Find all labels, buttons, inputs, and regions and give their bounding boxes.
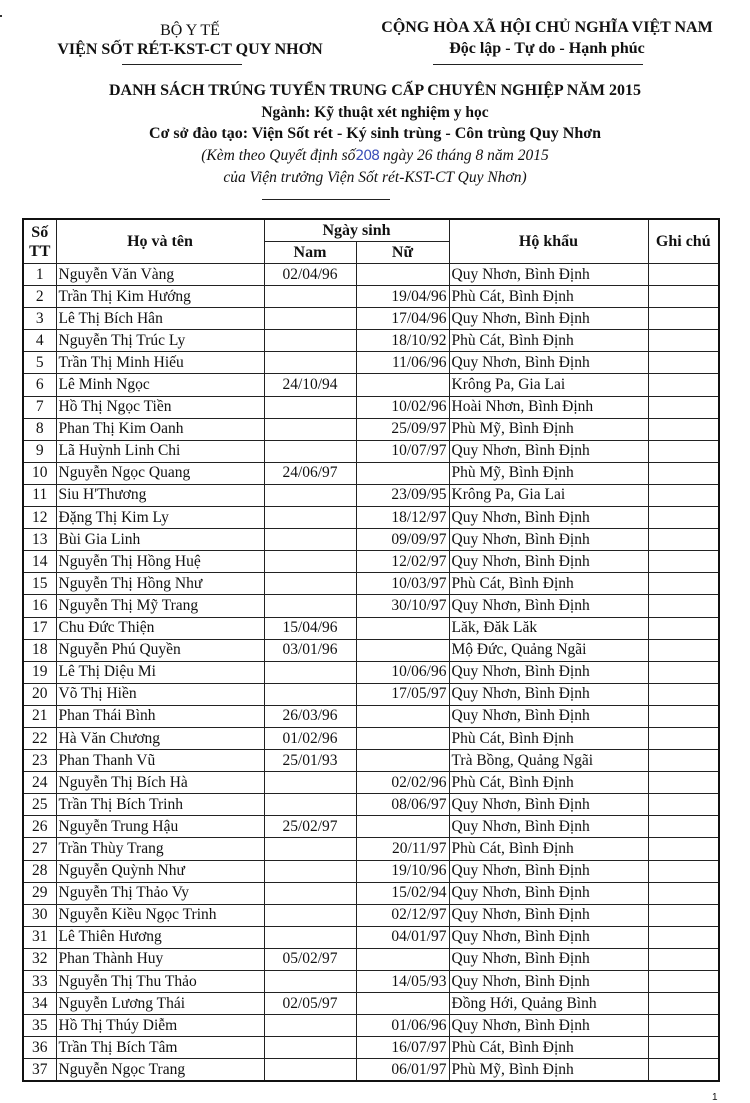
dob-female: 02/02/96 [356,772,449,794]
residence: Lăk, Đăk Lăk [449,617,648,639]
residence: Quy Nhơn, Bình Định [449,1015,648,1037]
residence: Quy Nhơn, Bình Định [449,971,648,993]
note [648,308,719,330]
note [648,727,719,749]
row-number: 31 [23,926,56,948]
table-row [23,418,719,440]
residence: Phù Cát, Bình Định [449,772,648,794]
row-number: 2 [23,286,56,308]
dob-female [356,705,449,727]
dob-female: 15/02/94 [356,882,449,904]
dob-male [264,573,356,595]
student-name: Võ Thị Hiền [56,683,264,705]
row-number: 8 [23,418,56,440]
dob-female: 17/04/96 [356,308,449,330]
residence: Quy Nhơn, Bình Định [449,595,648,617]
table-row [23,573,719,595]
student-name: Trần Thị Bích Trinh [56,794,264,816]
residence: Quy Nhơn, Bình Định [449,352,648,374]
student-name: Siu H'Thương [56,484,264,506]
dob-female: 10/02/96 [356,396,449,418]
row-number: 4 [23,330,56,352]
note [648,948,719,970]
table-row [23,440,719,462]
table-row [23,838,719,860]
dob-male: 02/05/97 [264,993,356,1015]
dob-male [264,440,356,462]
note [648,396,719,418]
student-name: Nguyễn Phú Quyền [56,639,264,661]
row-number: 26 [23,816,56,838]
table-row [23,529,719,551]
row-number: 19 [23,661,56,683]
row-number: 14 [23,551,56,573]
note [648,617,719,639]
row-number: 36 [23,1037,56,1059]
decision-prefix: (Kèm theo Quyết định số [201,147,356,164]
student-name: Nguyễn Trung Hậu [56,816,264,838]
row-number: 7 [23,396,56,418]
table-row [23,948,719,970]
residence: Phù Cát, Bình Định [449,573,648,595]
national-motto: Độc lập - Tự do - Hạnh phúc [449,40,645,57]
note [648,904,719,926]
table-row [23,639,719,661]
row-number: 12 [23,507,56,529]
note [648,794,719,816]
decision-date: ngày 26 tháng 8 năm 2015 [379,147,549,164]
table-row [23,794,719,816]
note [648,926,719,948]
table-row [23,330,719,352]
residence: Đồng Hới, Quảng Bình [449,993,648,1015]
note [648,418,719,440]
residence: Quy Nhơn, Bình Định [449,308,648,330]
dob-male [264,1015,356,1037]
dob-male [264,661,356,683]
residence: Quy Nhơn, Bình Định [449,440,648,462]
table-row [23,904,719,926]
residence: Phù Cát, Bình Định [449,286,648,308]
header-name: Họ và tên [56,219,264,264]
dob-female [356,816,449,838]
dob-female: 01/06/96 [356,1015,449,1037]
dob-male [264,904,356,926]
country-name: CỘNG HÒA XÃ HỘI CHỦ NGHĨA VIỆT NAM [381,19,713,36]
table-row [23,264,719,286]
note [648,352,719,374]
note [648,971,719,993]
table-row [23,971,719,993]
student-name: Trần Thị Minh Hiếu [56,352,264,374]
row-number: 18 [23,639,56,661]
dob-female: 12/02/97 [356,551,449,573]
student-name: Nguyễn Kiều Ngọc Trinh [56,904,264,926]
table-row [23,1015,719,1037]
table-row [23,661,719,683]
dob-male: 25/01/93 [264,750,356,772]
row-number: 11 [23,484,56,506]
note [648,374,719,396]
residence: Phù Cát, Bình Định [449,330,648,352]
dob-female [356,750,449,772]
table-row [23,507,719,529]
note [648,573,719,595]
dob-female: 10/06/96 [356,661,449,683]
dob-male [264,882,356,904]
row-number: 21 [23,705,56,727]
note [648,330,719,352]
row-number: 17 [23,617,56,639]
student-name: Nguyễn Thị Bích Hà [56,772,264,794]
student-name: Trần Thùy Trang [56,838,264,860]
student-name: Hà Văn Chương [56,727,264,749]
student-name: Nguyễn Thị Hồng Huệ [56,551,264,573]
student-name: Lê Minh Ngọc [56,374,264,396]
row-number: 23 [23,750,56,772]
note [648,705,719,727]
note [648,772,719,794]
title-underline [262,199,390,200]
dob-female: 25/09/97 [356,418,449,440]
dob-male [264,507,356,529]
residence: Quy Nhơn, Bình Định [449,860,648,882]
dob-male [264,352,356,374]
table-row [23,352,719,374]
dob-female: 30/10/97 [356,595,449,617]
dob-male [264,794,356,816]
row-number: 35 [23,1015,56,1037]
national-header [352,18,742,60]
header-note: Ghi chú [648,219,719,264]
student-name: Phan Thái Bình [56,705,264,727]
dob-female: 18/10/92 [356,330,449,352]
table-row [23,462,719,484]
student-name: Lê Thiên Hương [56,926,264,948]
note [648,484,719,506]
residence: Quy Nhơn, Bình Định [449,705,648,727]
row-number: 33 [23,971,56,993]
dob-female [356,264,449,286]
table-row [23,595,719,617]
dob-female: 14/05/93 [356,971,449,993]
note [648,1059,719,1082]
dob-male: 15/04/96 [264,617,356,639]
student-name: Nguyễn Ngọc Trang [56,1059,264,1082]
dob-female [356,462,449,484]
dob-female: 18/12/97 [356,507,449,529]
student-name: Đặng Thị Kim Ly [56,507,264,529]
dob-male [264,308,356,330]
header-address: Hộ khẩu [449,219,648,264]
residence: Quy Nhơn, Bình Định [449,264,648,286]
residence: Quy Nhơn, Bình Định [449,529,648,551]
dob-female [356,727,449,749]
residence: Quy Nhơn, Bình Định [449,507,648,529]
student-name: Nguyễn Thị Thảo Vy [56,882,264,904]
student-name: Lê Thị Bích Hân [56,308,264,330]
student-name: Nguyễn Thị Hồng Như [56,573,264,595]
dob-female: 09/09/97 [356,529,449,551]
table-row [23,374,719,396]
residence: Phù Cát, Bình Định [449,1037,648,1059]
student-name: Nguyễn Thị Trúc Ly [56,330,264,352]
dob-female [356,993,449,1015]
row-number: 10 [23,462,56,484]
note [648,838,719,860]
dob-female: 10/03/97 [356,573,449,595]
row-number: 25 [23,794,56,816]
student-name: Nguyễn Thị Mỹ Trang [56,595,264,617]
scan-mark [0,15,2,17]
student-name: Phan Thành Huy [56,948,264,970]
motto-underline [433,64,643,65]
note [648,440,719,462]
row-number: 16 [23,595,56,617]
residence: Quy Nhơn, Bình Định [449,926,648,948]
residence: Phù Cát, Bình Định [449,838,648,860]
row-number: 15 [23,573,56,595]
dob-male [264,396,356,418]
dob-female: 16/07/97 [356,1037,449,1059]
dob-female: 04/01/97 [356,926,449,948]
row-number: 32 [23,948,56,970]
header-female: Nữ [356,242,449,264]
student-name: Nguyễn Văn Vàng [56,264,264,286]
table-body [23,264,719,1082]
note [648,882,719,904]
header-stt-line1: Số [31,223,49,241]
student-name: Lã Huỳnh Linh Chi [56,440,264,462]
row-number: 13 [23,529,56,551]
residence: Phù Mỹ, Bình Định [449,462,648,484]
dob-female: 02/12/97 [356,904,449,926]
decision-line [0,145,750,167]
row-number: 22 [23,727,56,749]
note [648,993,719,1015]
dob-male: 24/10/94 [264,374,356,396]
dob-female: 11/06/96 [356,352,449,374]
residence: Phù Mỹ, Bình Định [449,1059,648,1082]
table-row [23,750,719,772]
residence: Quy Nhơn, Bình Định [449,816,648,838]
dob-male [264,860,356,882]
row-number: 9 [23,440,56,462]
dob-female [356,617,449,639]
residence: Trà Bồng, Quảng Ngãi [449,750,648,772]
dob-male [264,772,356,794]
institute-name: VIỆN SỐT RÉT-KST-CT QUY NHƠN [57,41,323,58]
dob-male [264,1037,356,1059]
student-name: Phan Thị Kim Oanh [56,418,264,440]
dob-female: 19/10/96 [356,860,449,882]
table-row [23,1037,719,1059]
dob-male [264,926,356,948]
row-number: 20 [23,683,56,705]
student-name: Phan Thanh Vũ [56,750,264,772]
dob-male [264,838,356,860]
table-row [23,926,719,948]
major-line: Ngành: Kỹ thuật xét nghiệm y học [261,104,489,121]
dob-female: 17/05/97 [356,683,449,705]
header-stt [23,219,56,264]
dob-male [264,286,356,308]
note [648,551,719,573]
student-name: Lê Thị Diệu Mi [56,661,264,683]
student-name: Hồ Thị Ngọc Tiền [56,396,264,418]
student-name: Bùi Gia Linh [56,529,264,551]
note [648,661,719,683]
dob-female [356,639,449,661]
residence: Quy Nhơn, Bình Định [449,882,648,904]
dob-female: 08/06/97 [356,794,449,816]
residence: Hoài Nhơn, Bình Định [449,396,648,418]
note [648,529,719,551]
table-row [23,308,719,330]
table-row [23,882,719,904]
table-row [23,993,719,1015]
dob-male: 05/02/97 [264,948,356,970]
dob-female: 10/07/97 [356,440,449,462]
note [648,683,719,705]
student-name: Chu Đức Thiện [56,617,264,639]
residence: Krông Pa, Gia Lai [449,484,648,506]
table-row [23,772,719,794]
table-row [23,683,719,705]
dob-female: 19/04/96 [356,286,449,308]
table-row [23,396,719,418]
row-number: 29 [23,882,56,904]
residence: Quy Nhơn, Bình Định [449,904,648,926]
student-name: Nguyễn Quỳnh Như [56,860,264,882]
dob-male [264,971,356,993]
dob-female [356,374,449,396]
student-name: Nguyễn Lương Thái [56,993,264,1015]
residence: Quy Nhơn, Bình Định [449,948,648,970]
dob-male [264,683,356,705]
dob-female: 06/01/97 [356,1059,449,1082]
note [648,816,719,838]
residence: Phù Cát, Bình Định [449,727,648,749]
note [648,286,719,308]
admission-table [22,218,720,1082]
table-row [23,705,719,727]
row-number: 27 [23,838,56,860]
dob-male: 26/03/96 [264,705,356,727]
institution-line: Cơ sở đào tạo: Viện Sốt rét - Ký sinh trùng - Côn trùng Quy Nhơn [149,125,601,142]
dob-male [264,595,356,617]
table-row [23,1059,719,1082]
page-number: 1 [712,1092,718,1103]
note [648,462,719,484]
note [648,639,719,661]
note [648,507,719,529]
row-number: 34 [23,993,56,1015]
note [648,750,719,772]
residence: Mộ Đức, Quảng Ngãi [449,639,648,661]
row-number: 24 [23,772,56,794]
student-name: Nguyễn Ngọc Quang [56,462,264,484]
agency-underline [122,64,242,65]
dob-male [264,330,356,352]
residence: Quy Nhơn, Bình Định [449,661,648,683]
dob-female: 23/09/95 [356,484,449,506]
document-title-block [0,80,750,189]
table-row [23,484,719,506]
issuing-agency [40,22,340,60]
row-number: 30 [23,904,56,926]
row-number: 5 [23,352,56,374]
row-number: 28 [23,860,56,882]
student-name: Trần Thị Bích Tâm [56,1037,264,1059]
header-male: Nam [264,242,356,264]
decision-number-handwritten: 208 [355,148,380,164]
dob-male: 24/06/97 [264,462,356,484]
residence: Quy Nhơn, Bình Định [449,551,648,573]
document-title: DANH SÁCH TRÚNG TUYỂN TRUNG CẤP CHUYÊN NGHIỆP NĂM 2015 [108,82,642,99]
table-row [23,551,719,573]
note [648,1015,719,1037]
residence: Quy Nhơn, Bình Định [449,794,648,816]
header-dob: Ngày sinh [264,219,449,242]
dob-male: 03/01/96 [264,639,356,661]
note [648,1037,719,1059]
row-number: 6 [23,374,56,396]
table-row [23,727,719,749]
dob-female: 20/11/97 [356,838,449,860]
dob-male [264,484,356,506]
row-number: 37 [23,1059,56,1082]
note [648,860,719,882]
table-row [23,816,719,838]
dob-male [264,551,356,573]
dob-female [356,948,449,970]
ministry-name: BỘ Y TẾ [160,22,220,39]
table-row [23,860,719,882]
dob-male [264,418,356,440]
table-row [23,617,719,639]
row-number: 3 [23,308,56,330]
dob-male: 02/04/96 [264,264,356,286]
residence: Phù Mỹ, Bình Định [449,418,648,440]
issuer-line: của Viện trưởng Viện Sốt rét-KST-CT Quy Nhơn) [223,169,527,186]
student-name: Nguyễn Thị Thu Thảo [56,971,264,993]
residence: Krông Pa, Gia Lai [449,374,648,396]
student-name: Trần Thị Kim Hướng [56,286,264,308]
dob-male [264,1059,356,1082]
dob-male: 01/02/96 [264,727,356,749]
note [648,595,719,617]
table-row [23,286,719,308]
note [648,264,719,286]
dob-male: 25/02/97 [264,816,356,838]
dob-male [264,529,356,551]
residence: Quy Nhơn, Bình Định [449,683,648,705]
row-number: 1 [23,264,56,286]
header-stt-line2: TT [29,242,51,260]
student-name: Hồ Thị Thúy Diễm [56,1015,264,1037]
